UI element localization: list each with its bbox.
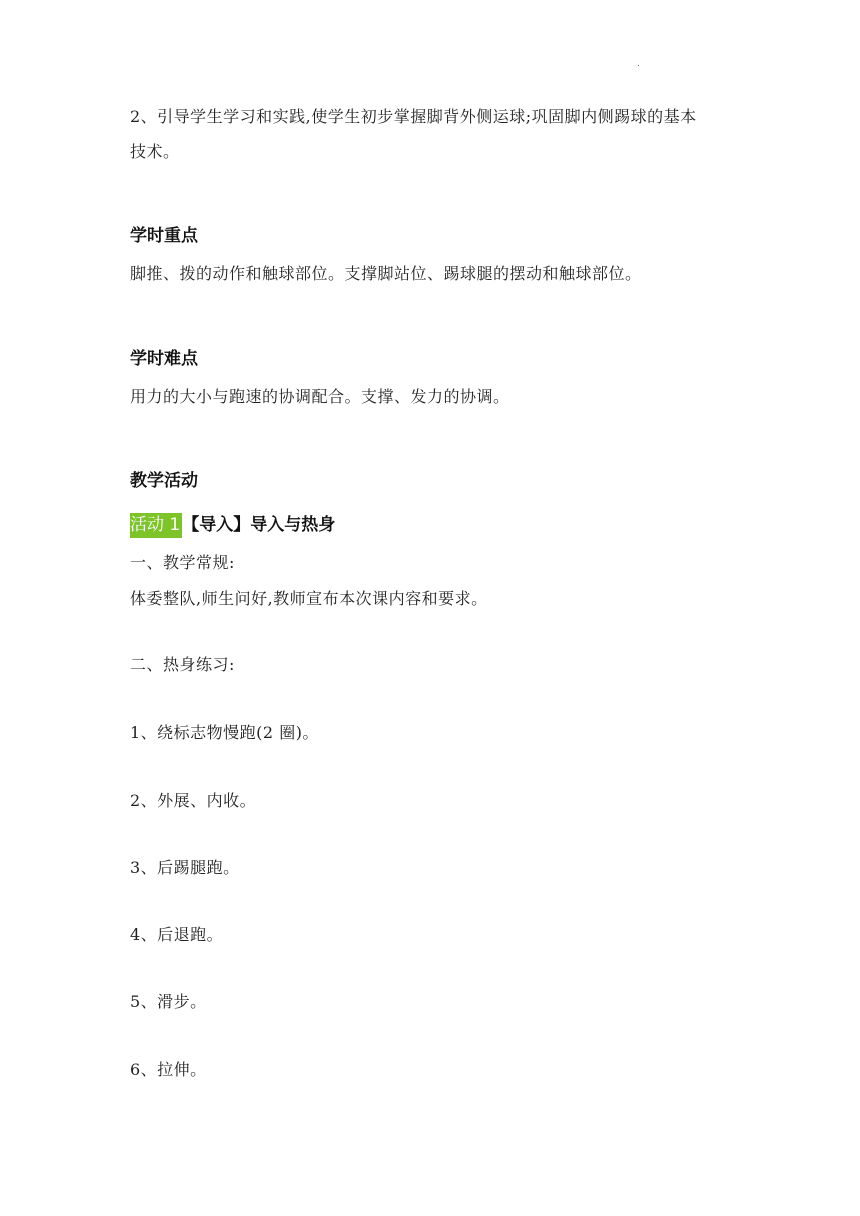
routine-heading: 一、教学常规: (130, 553, 235, 572)
warmup-heading: 二、热身练习: (130, 655, 235, 674)
routine-text: 体委整队,师生问好,教师宣布本次课内容和要求。 (130, 589, 488, 608)
objective-item-2-line-2: 技术。 (130, 142, 180, 161)
activity-1-title (130, 510, 335, 535)
warmup-item-3: 3、后踢腿跑。 (130, 858, 240, 877)
warmup-item-1: 1、绕标志物慢跑(2 圈)。 (130, 723, 319, 742)
difficult-points-text: 用力的大小与跑速的协调配合。支撑、发力的协调。 (130, 387, 510, 406)
warmup-item-4: 4、后退跑。 (130, 925, 224, 944)
warmup-item-6: 6、拉伸。 (130, 1060, 207, 1079)
header-dot: . (637, 58, 640, 69)
difficult-points-heading: 学时难点 (130, 349, 198, 369)
activity-1-tag: 活动 1 (130, 513, 182, 538)
warmup-item-2: 2、外展、内收。 (130, 791, 257, 810)
warmup-item-5: 5、滑步。 (130, 992, 207, 1011)
activity-1-name: 【导入】导入与热身 (182, 515, 336, 535)
key-points-heading: 学时重点 (130, 226, 198, 246)
objective-item-2-line-1: 2、引导学生学习和实践,使学生初步掌握脚背外侧运球;巩固脚内侧踢球的基本 (130, 107, 697, 126)
key-points-text: 脚推、拨的动作和触球部位。支撑脚站位、踢球腿的摆动和触球部位。 (130, 264, 642, 283)
teaching-activities-heading: 教学活动 (130, 471, 198, 491)
